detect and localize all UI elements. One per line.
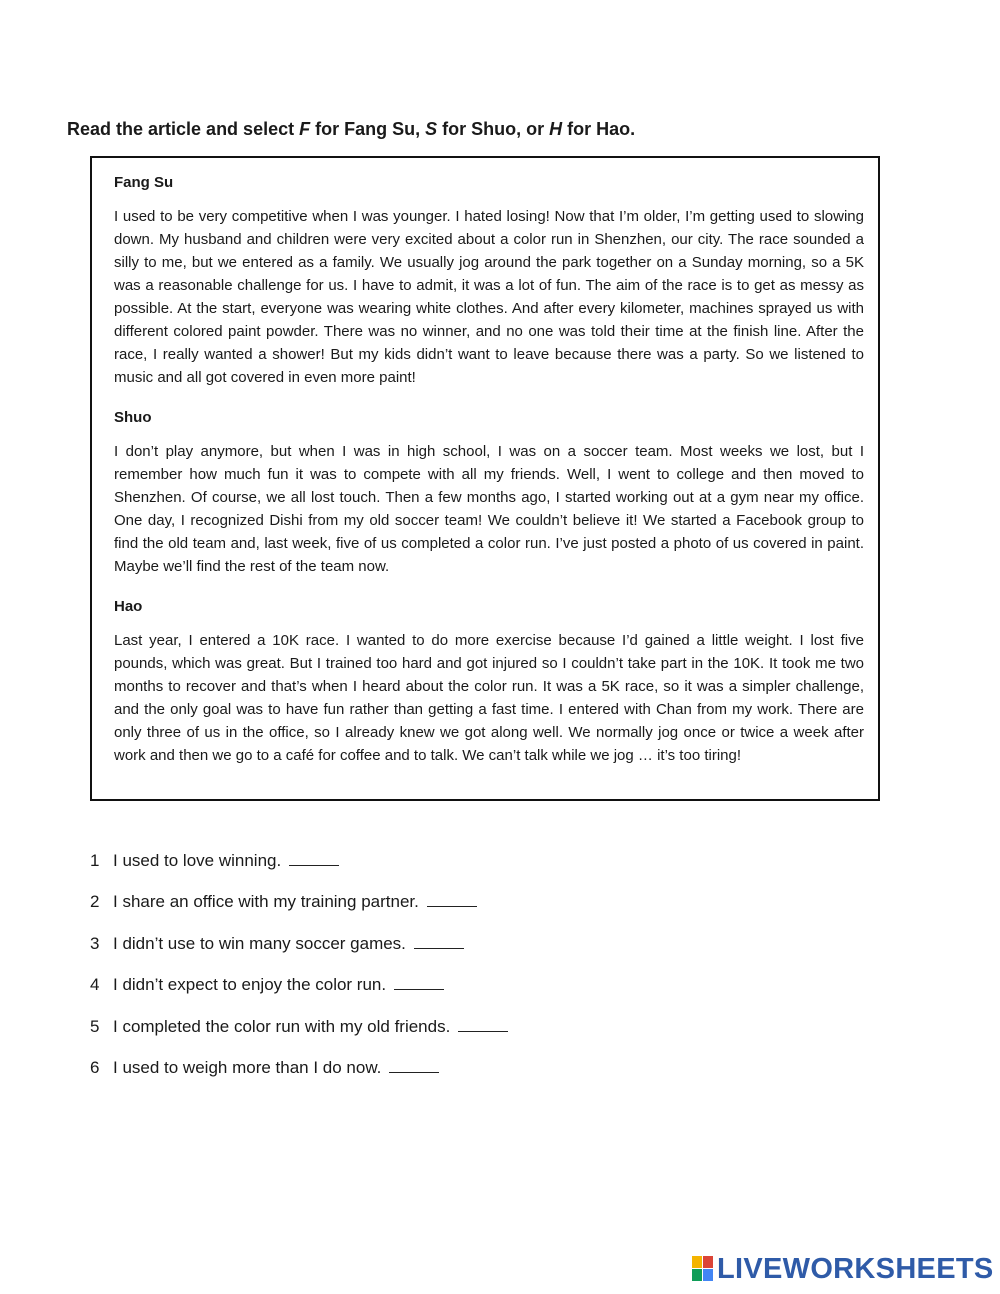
answer-blank[interactable]: [458, 1017, 508, 1032]
question-item: [90, 891, 508, 932]
instruction-text: for Shuo, or: [437, 119, 550, 139]
logo-mark-icon: [692, 1256, 714, 1282]
instruction-text: for Hao.: [562, 119, 636, 139]
question-number: 5: [90, 1016, 100, 1036]
instruction-heading: [67, 119, 635, 140]
question-number: 6: [90, 1057, 100, 1077]
question-text: I share an office with my training partner.: [113, 892, 419, 912]
section-shuo: [114, 409, 864, 578]
instruction-letter-f: F: [299, 119, 311, 139]
instruction-text: Read the article and select: [67, 119, 300, 139]
instruction-text: for Fang Su,: [310, 119, 426, 139]
section-text: Last year, I entered a 10K race. I wanted to do more exercise because I’d gained a little weight. I lost five pounds, which was great. But I trained too hard and got injured so I couldn’t take part in the 10K. It took me two months to recover and that’s when I heard about the color run. It was a 5K race, so it was a simpler challenge, and the only goal was to have fun rather than getting a fast time. I entered with Chan from my work. There are only three of us in the office, so I already knew we got along well. We normally jog once or twice a week after work and then we go to a café for coffee and to talk. We can’t talk while we jog … it’s too tiring!: [114, 632, 864, 764]
section-name: Shuo: [114, 409, 152, 426]
question-text: I used to love winning.: [113, 851, 282, 870]
question-text: I didn’t expect to enjoy the color run.: [113, 975, 387, 995]
article-box: [90, 156, 880, 801]
answer-blank[interactable]: [394, 975, 444, 990]
question-number: 4: [90, 975, 100, 995]
section-text: I don’t play anymore, but when I was in high school, I was on a soccer team. Most weeks we lost, but I remember how much fun it was to compete with all my friends. Well, I went to college and then moved to Shenzhen. Of course, we all lost touch. Then a few months ago, I started working out at a gym near my office. One day, I recognized Dishi from my old soccer team! We couldn’t believe it! We started a Facebook group to find the old team and, last week, five of us completed a color run. I’ve just posted a photo of us covered in paint. Maybe we’ll find the rest of the team now.: [114, 443, 864, 575]
question-text: I used to weigh more than I do now.: [113, 1057, 382, 1077]
question-number: 3: [90, 933, 100, 953]
section-text: I used to be very competitive when I was younger. I hated losing! Now that I’m older, I’m getting used to slowing down. My husband and children were very excited about a color run in Shenzhen, our city. The race sounded a silly to me, but we entered as a family. We usually jog around the park together on a Sunday morning, so a 5K was a reasonable challenge for us. I have to admit, it was a lot of fun. The aim of the race is to get as messy as possible. At the start, everyone was wearing white clothes. And after every kilometer, machines sprayed us with different colored paint powder. There was no winner, and no one was told their time at the finish line. After the race, I really wanted a shower! But my kids didn’t want to leave because there was a party. So we listened to music and all got covered in even more paint!: [114, 208, 864, 386]
question-text: I completed the color run with my old friends.: [113, 1016, 451, 1036]
question-number: 2: [90, 892, 100, 912]
answer-blank[interactable]: [427, 892, 477, 907]
logo-square: [692, 1269, 702, 1281]
logo-square: [692, 1256, 702, 1268]
instruction-letter-h: H: [549, 119, 563, 139]
question-item: [90, 933, 508, 974]
question-text: I didn’t use to win many soccer games.: [113, 933, 406, 953]
section-name: Hao: [114, 598, 143, 615]
answer-blank[interactable]: [289, 851, 339, 866]
liveworksheets-logo: [692, 1253, 994, 1285]
question-number: 1: [90, 851, 100, 870]
section-hao: [114, 598, 864, 767]
question-item: [90, 850, 508, 891]
question-item: [90, 1016, 508, 1057]
logo-square: [703, 1269, 713, 1281]
logo-text: LIVEWORKSHEETS: [717, 1253, 994, 1285]
answer-blank[interactable]: [389, 1058, 439, 1073]
section-name: Fang Su: [114, 174, 174, 191]
logo-square: [703, 1256, 713, 1268]
question-item: [90, 974, 508, 1015]
section-fang-su: [114, 174, 864, 389]
instruction-letter-s: S: [425, 119, 438, 139]
question-list: [90, 850, 508, 1098]
question-item: [90, 1057, 508, 1098]
answer-blank[interactable]: [414, 934, 464, 949]
